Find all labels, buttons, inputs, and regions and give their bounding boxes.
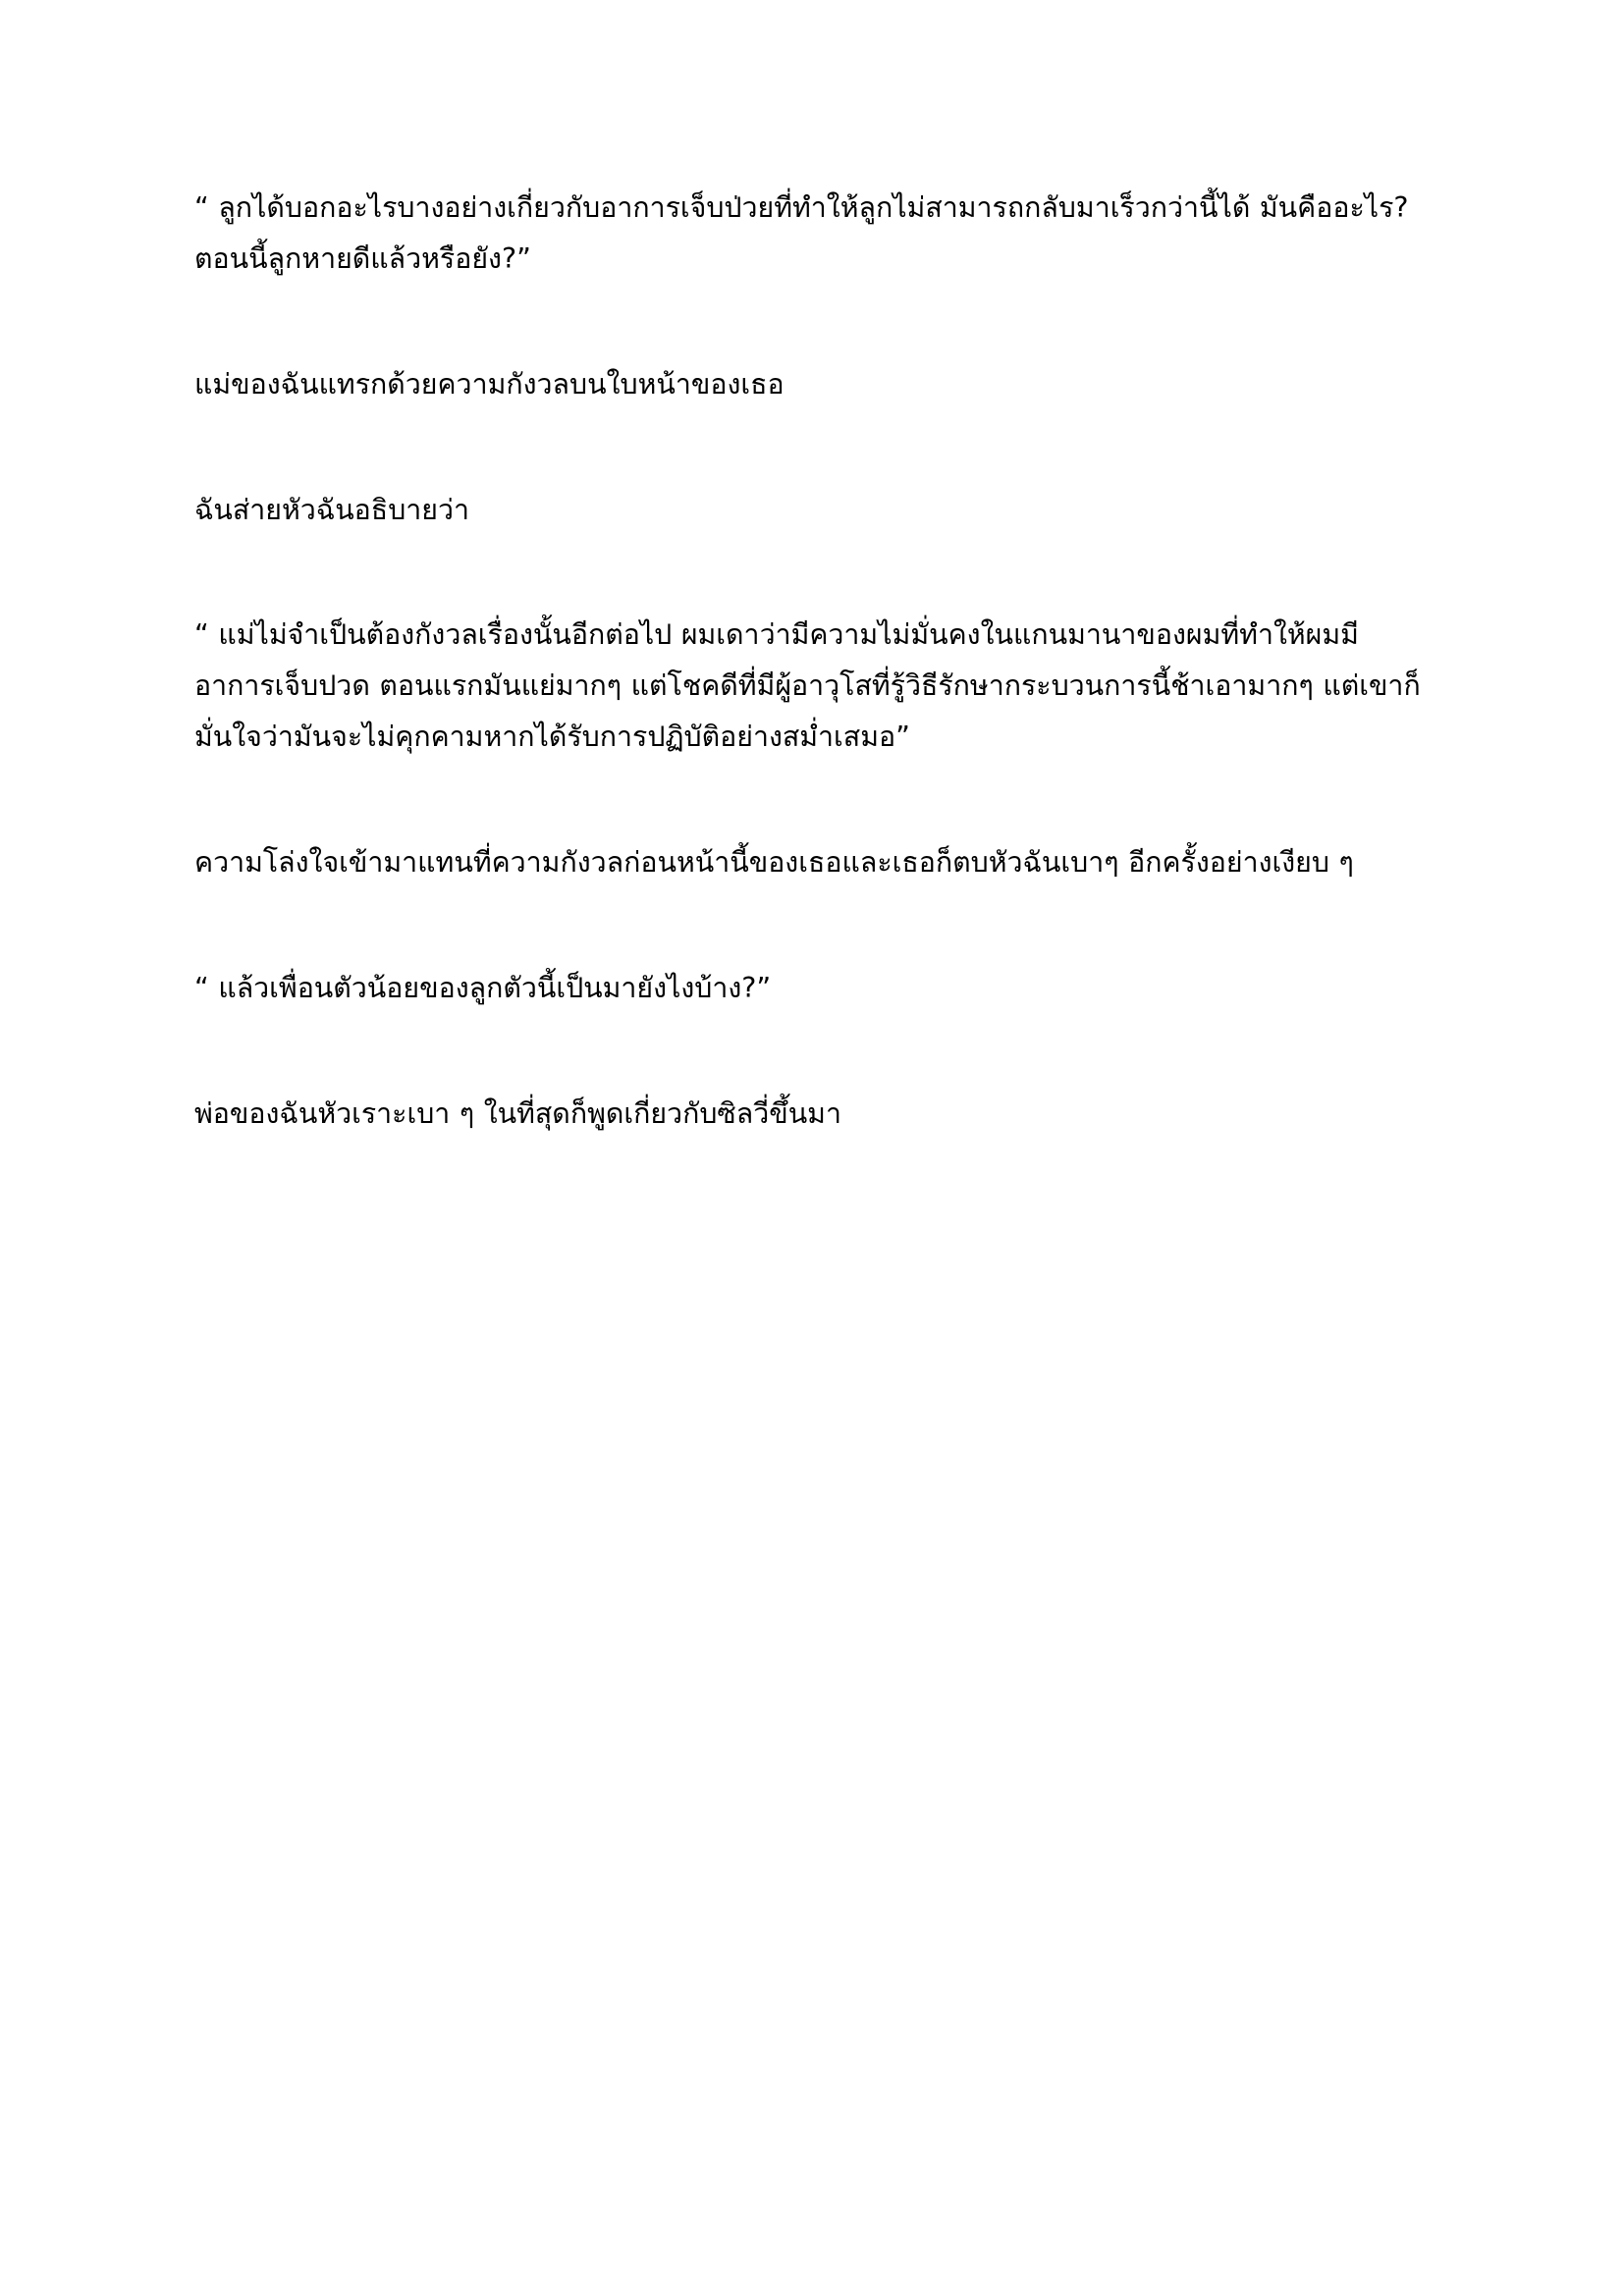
paragraph-father-laughs: พ่อของฉันหัวเราะเบา ๆ ในที่สุดก็พูดเกี่ยวกับซิลวี่ขึ้นมา [194,1096,841,1130]
paragraph-dialogue-mother-question: “ ลูกได้บอกอะไรบางอย่างเกี่ยวกับอาการเจ็บป่วยที่ทำให้ลูกไม่สามารถกลับมาเร็วกว่านี้ได้ มันคืออะไร? ตอนนี้ลูกหายดีแล้วหรือยัง?” [194,191,1409,275]
paragraph-mother-interrupts: แม่ของฉันแทรกด้วยความกังวลบนใบหน้าของเธอ [194,367,785,400]
document-body [194,183,1430,1140]
paragraph-narrator-shakes-head: ฉันส่ายหัวฉันอธิบายว่า [194,493,469,526]
paragraph-relief: ความโล่งใจเข้ามาแทนที่ความกังวลก่อนหน้านี้ของเธอและเธอก็ตบหัวฉันเบาๆ อีกครั้งอย่างเงียบ ๆ [194,846,1354,880]
paragraph-dialogue-explanation: “ แม่ไม่จำเป็นต้องกังวลเรื่องนั้นอีกต่อไป ผมเดาว่ามีความไม่มั่นคงในแกนมานาของผมที่ทำให้ผมมีอาการเจ็บปวด ตอนแรกมันแย่มากๆ แต่โชคดีที่มีผู้อาวุโสที่รู้วิธีรักษากระบวนการนี้ช้าเอามากๆ แต่เขาก็มั่นใจว่ามันจะไม่คุกคามหากได้รับการปฏิบัติอย่างสม่ำเสมอ” [194,618,1421,754]
paragraph-dialogue-little-friend: “ แล้วเพื่อนตัวน้อยของลูกตัวนี้เป็นมายังไงบ้าง?” [194,971,772,1004]
